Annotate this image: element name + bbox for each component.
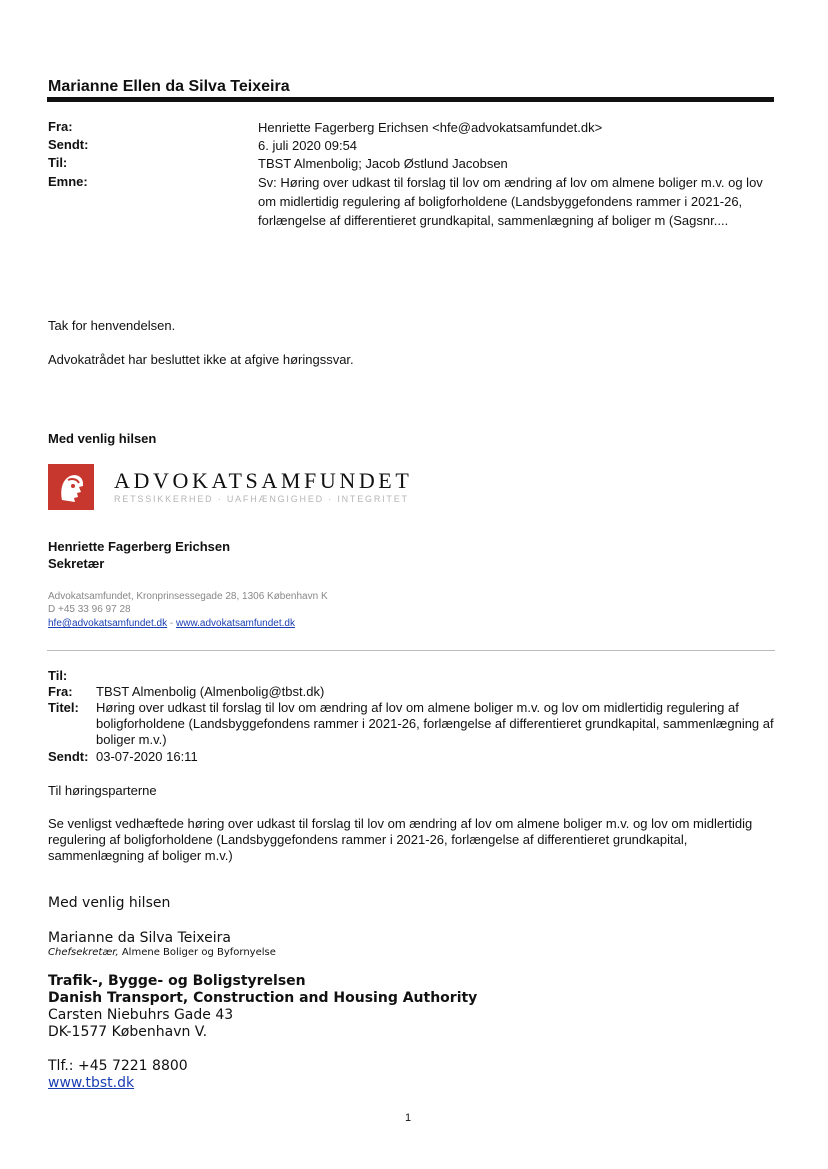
org-phone: Tlf.: +45 7221 8800 (48, 1058, 188, 1074)
signer-name: Henriette Fagerberg Erichsen (48, 539, 231, 554)
header-divider (47, 97, 774, 102)
sent-value: 6. juli 2020 09:54 (258, 138, 358, 153)
org-website-link[interactable]: www.tbst.dk (48, 1075, 135, 1091)
signer-email-link[interactable]: hfe@advokatsamfundet.dk (48, 618, 168, 629)
sent-label: Sendt: (48, 137, 89, 152)
from-value: Henriette Fagerberg Erichsen <hfe@advokatsamfundet.dk> (258, 120, 603, 135)
signer-links (48, 618, 295, 629)
fwd-sent-value: 03-07-2020 16:11 (96, 749, 198, 764)
fwd-sender-dept: Almene Boliger og Byfornyelse (121, 947, 276, 958)
fwd-title-value: Høring over udkast til forslag til lov om ændring af lov om almene boliger m.v. og lov om midlertidig regulering af boligforholdene (Landsbyggefondens rammer i 2021-26, forlængelse af differentieret grundkapital, sammenlægning af boliger m.v.) (96, 700, 774, 747)
from-label: Fra: (48, 119, 73, 134)
reply-greeting: Med venlig hilsen (48, 431, 157, 446)
fwd-from-value: TBST Almenbolig (Almenbolig@tbst.dk) (96, 684, 325, 699)
reply-line-1: Tak for henvendelsen. (48, 318, 176, 333)
fwd-from-label: Fra: (48, 684, 73, 699)
subject-value: Sv: Høring over udkast til forslag til lov om ændring af lov om almene boliger m.v. og lov om midlertidig regulering af boligforholdene (Landsbyggefondens rammer i 2021-26, forlængelse af differentieret grundkapital, sammenlægning af boliger m (Sagsnr.... (258, 175, 763, 228)
reply-line-2: Advokatrådet har besluttet ikke at afgive høringssvar. (48, 352, 354, 367)
logo-tagline: RETSSIKKERHED · UAFHÆNGIGHED · INTEGRITET (114, 494, 409, 504)
to-label: Til: (48, 155, 68, 170)
signer-role: Sekretær (48, 556, 105, 571)
logo-name: ADVOKATSAMFUNDET (114, 468, 413, 493)
fwd-body: Se venligst vedhæftede høring over udkast til forslag til lov om ændring af lov om almene boliger m.v. og lov om midlertidig regulering af boligforholdene (Landsbyggefondens rammer i 2021-26, forlængelse af differentieret grundkapital, sammenlægning af boliger m.v.) (48, 816, 753, 863)
fwd-title-label: Titel: (48, 700, 79, 715)
org-name-da: Trafik-, Bygge- og Boligstyrelsen (48, 973, 306, 989)
fwd-greeting: Med venlig hilsen (48, 895, 171, 911)
page-number: 1 (405, 1112, 412, 1124)
signer-website-link[interactable]: www.advokatsamfundet.dk (176, 618, 295, 629)
links-separator: - (169, 618, 174, 629)
fwd-sent-label: Sendt: (48, 749, 89, 764)
org-city: DK-1577 København V. (48, 1024, 208, 1040)
org-name-en: Danish Transport, Construction and Housing Authority (48, 990, 478, 1006)
org-street: Carsten Niebuhrs Gade 43 (48, 1007, 234, 1023)
signer-address: Advokatsamfundet, Kronprinsessegade 28, 1306 København K (48, 591, 328, 602)
helmet-icon (48, 464, 94, 510)
fwd-to-label: Til: (48, 668, 68, 683)
forward-divider (47, 650, 775, 651)
fwd-sender-name: Marianne da Silva Teixeira (48, 930, 231, 946)
fwd-sender-title: Chefsekretær, (48, 947, 119, 958)
fwd-salutation: Til høringsparterne (48, 783, 157, 798)
subject-label: Emne: (48, 174, 88, 189)
mailbox-owner: Marianne Ellen da Silva Teixeira (48, 78, 290, 95)
fwd-sender-title-line (48, 947, 276, 958)
to-value: TBST Almenbolig; Jacob Østlund Jacobsen (258, 156, 508, 171)
signer-phone: D +45 33 96 97 28 (48, 604, 131, 615)
